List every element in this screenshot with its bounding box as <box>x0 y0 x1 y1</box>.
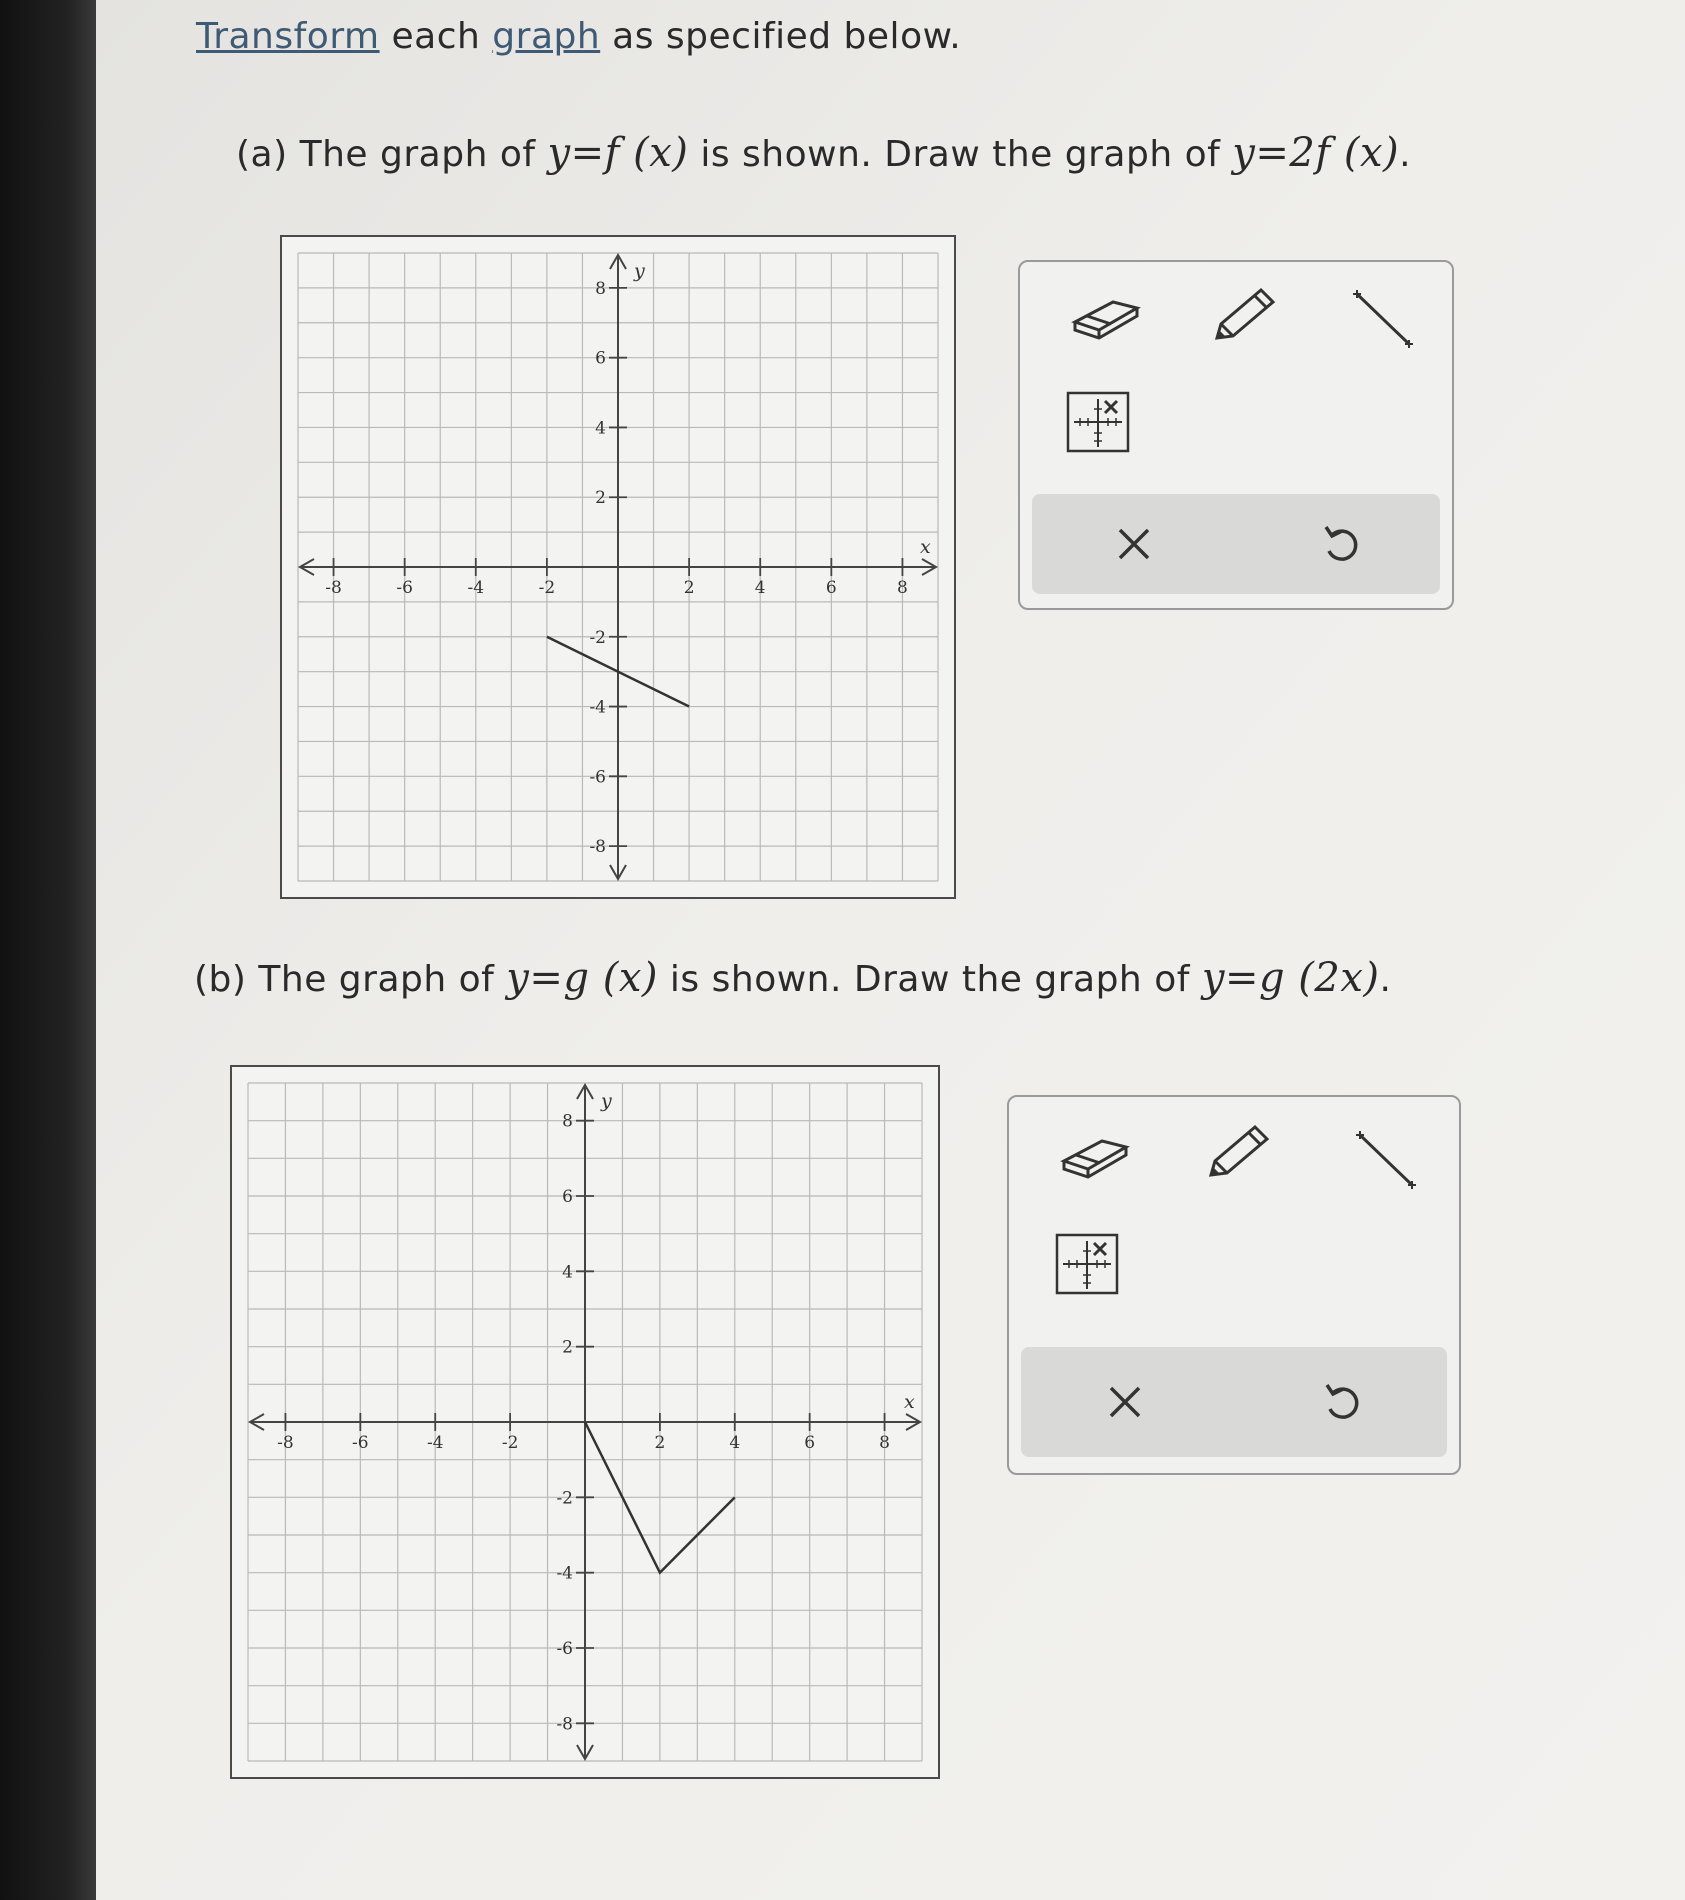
pencil-tool-button[interactable] <box>1200 282 1290 352</box>
graph-b[interactable] <box>230 1065 940 1779</box>
pencil-icon <box>1199 1121 1279 1187</box>
question-b: (b) The graph of y=g (x) is shown. Draw the graph of y=g (2x). <box>194 955 1392 1001</box>
x-tick-label: -4 <box>467 578 485 598</box>
undo-icon <box>1320 523 1360 565</box>
y-tick-label: 8 <box>595 278 606 299</box>
pencil-icon <box>1205 284 1285 350</box>
x-axis-label: x <box>920 536 931 558</box>
given-function-b: y=g (x) <box>506 955 658 1001</box>
y-axis-label: y <box>634 260 645 282</box>
y-tick-label: -8 <box>589 837 606 858</box>
graph-a[interactable] <box>280 235 956 899</box>
y-tick-label: 6 <box>562 1187 573 1207</box>
close-icon <box>1105 1382 1145 1422</box>
y-tick-label: -6 <box>556 1639 573 1659</box>
question-a: (a) The graph of y=f (x) is shown. Draw the graph of y=2f (x). <box>236 130 1412 176</box>
x-tick-label: -6 <box>396 578 413 598</box>
screen-edge <box>0 0 96 1900</box>
x-tick-label: 6 <box>804 1433 816 1453</box>
y-axis-label: y <box>601 1090 612 1112</box>
x-tick-label: -2 <box>538 578 556 598</box>
x-tick-label: -6 <box>352 1433 369 1453</box>
line-segment-icon <box>1346 1127 1426 1193</box>
undo-button[interactable] <box>1280 494 1400 594</box>
x-tick-label: 4 <box>754 578 766 598</box>
eraser-tool-button[interactable] <box>1060 282 1150 352</box>
y-tick-label: -8 <box>556 1714 573 1735</box>
pencil-tool-button[interactable] <box>1194 1119 1284 1189</box>
x-tick-label: 8 <box>879 1433 890 1453</box>
question-b-label: (b) <box>194 959 247 1000</box>
y-tick-label: -6 <box>589 767 606 788</box>
point-tool-button[interactable] <box>1054 387 1144 457</box>
action-bar-b <box>1021 1347 1447 1457</box>
x-tick-label: -4 <box>426 1433 444 1453</box>
x-axis-label: x <box>904 1391 915 1413</box>
eraser-tool-button[interactable] <box>1049 1121 1139 1191</box>
graph-b-plot[interactable] <box>232 1067 938 1777</box>
graph-a-plot[interactable] <box>282 237 954 897</box>
undo-icon <box>1321 1381 1361 1423</box>
question-a-label: (a) <box>236 134 288 175</box>
instruction-text: Transform each graph as specified below. <box>196 16 962 57</box>
tool-panel-b <box>1007 1095 1461 1475</box>
x-tick-label: 2 <box>683 578 695 598</box>
target-function-a: y=2f (x) <box>1232 130 1400 176</box>
graph-link[interactable]: graph <box>492 16 601 57</box>
tool-panel-a <box>1018 260 1454 610</box>
eraser-icon <box>1065 292 1145 342</box>
y-tick-label: -4 <box>556 1563 573 1584</box>
y-tick-label: -4 <box>589 697 606 718</box>
x-tick-label: -2 <box>501 1433 519 1453</box>
y-tick-label: 4 <box>562 1262 573 1283</box>
x-tick-label: -8 <box>277 1433 294 1453</box>
target-function-b: y=g (2x) <box>1201 955 1380 1001</box>
x-tick-label: -8 <box>325 578 342 598</box>
y-tick-label: 6 <box>595 348 606 369</box>
y-tick-label: 2 <box>595 488 606 509</box>
eraser-icon <box>1054 1131 1134 1181</box>
x-tick-label: 8 <box>897 578 908 598</box>
given-function-a: y=f (x) <box>547 130 689 176</box>
y-tick-label: 8 <box>562 1111 573 1132</box>
point-marker-icon <box>1053 1231 1123 1297</box>
y-tick-label: 2 <box>562 1337 573 1358</box>
point-marker-icon <box>1064 389 1134 455</box>
close-icon <box>1114 524 1154 564</box>
line-tool-button[interactable] <box>1338 284 1428 354</box>
transform-link[interactable]: Transform <box>196 16 380 57</box>
line-tool-button[interactable] <box>1341 1125 1431 1195</box>
x-tick-label: 2 <box>654 1433 666 1453</box>
y-tick-label: -2 <box>589 627 606 648</box>
clear-button[interactable] <box>1074 494 1194 594</box>
clear-button[interactable] <box>1065 1347 1185 1457</box>
y-tick-label: 4 <box>595 418 606 439</box>
undo-button[interactable] <box>1281 1347 1401 1457</box>
point-tool-button[interactable] <box>1043 1229 1133 1299</box>
x-tick-label: 6 <box>825 578 837 598</box>
x-tick-label: 4 <box>729 1433 741 1453</box>
action-bar-a <box>1032 494 1440 594</box>
line-segment-icon <box>1343 286 1423 352</box>
y-tick-label: -2 <box>556 1488 573 1509</box>
